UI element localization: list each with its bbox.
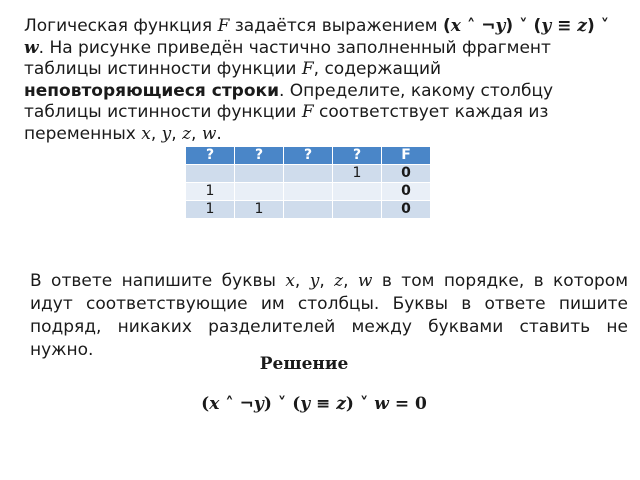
table-cell bbox=[333, 183, 382, 201]
expr-part: ˄ ¬ bbox=[219, 394, 254, 414]
table-cell bbox=[333, 201, 382, 219]
var-y: y bbox=[161, 123, 172, 144]
task-part: задаётся выражением bbox=[229, 16, 444, 36]
solution-title: Решение bbox=[259, 354, 349, 374]
expr-part: ( bbox=[201, 394, 210, 414]
var-x: x bbox=[209, 394, 220, 414]
separator: , bbox=[150, 123, 162, 144]
var-z: z bbox=[336, 394, 346, 414]
separator: , bbox=[171, 123, 183, 144]
var-y: y bbox=[309, 271, 320, 291]
separator: , bbox=[319, 271, 335, 291]
var-y: y bbox=[495, 16, 506, 36]
var-w: w bbox=[201, 123, 217, 144]
table-cell: 1 bbox=[186, 183, 235, 201]
column-header: ? bbox=[186, 147, 235, 165]
task-part: . На рисунке приведён частично заполненный фрагмент таблицы истинности функции bbox=[24, 37, 551, 79]
expr-part: ) bbox=[263, 394, 272, 414]
table-row bbox=[186, 183, 431, 201]
task-part: . Определите, какому столбцу таблицы истинности функции bbox=[24, 80, 554, 122]
expr-part: ) bbox=[345, 394, 354, 414]
table-cell bbox=[235, 183, 284, 201]
expr-part: ) bbox=[505, 16, 514, 36]
table-cell bbox=[284, 183, 333, 201]
column-header: ? bbox=[235, 147, 284, 165]
var-y: y bbox=[253, 394, 264, 414]
column-header: ? bbox=[333, 147, 382, 165]
function-name: F bbox=[217, 16, 230, 36]
task-part: Логическая функция bbox=[24, 16, 218, 36]
truth-table bbox=[185, 146, 431, 219]
var-z: z bbox=[182, 123, 192, 144]
expr-part: ˅ bbox=[594, 16, 610, 36]
expr-part: ˄ ¬ bbox=[460, 16, 496, 36]
expr-part: ˅ ( bbox=[513, 16, 542, 36]
table-cell: 1 bbox=[186, 201, 235, 219]
solution-formula bbox=[0, 394, 628, 414]
table-cell bbox=[284, 201, 333, 219]
table-cell-f: 0 bbox=[382, 165, 431, 183]
separator: , bbox=[191, 123, 202, 144]
expr-part: ≡ bbox=[551, 16, 578, 36]
task-text bbox=[24, 16, 620, 145]
var-x: x bbox=[450, 16, 461, 36]
var-y: y bbox=[541, 16, 552, 36]
var-z: z bbox=[334, 271, 344, 291]
answer-instructions bbox=[30, 270, 628, 362]
table-row bbox=[186, 201, 431, 219]
bold-phrase: неповторяющиеся строки bbox=[24, 80, 279, 101]
table-cell bbox=[284, 165, 333, 183]
table-row bbox=[186, 165, 431, 183]
separator: , bbox=[343, 271, 358, 291]
expr-part: ( bbox=[443, 16, 451, 36]
answer-part: В ответе напишите буквы bbox=[30, 271, 286, 291]
expr-part: ≡ bbox=[310, 394, 337, 414]
expr-result: = 0 bbox=[388, 394, 427, 414]
answer-part: в том порядке, в котором идут соответствующие им столбцы. Буквы в ответе пишите подряд, никаких разделителей между буквами ставить не нужно. bbox=[30, 271, 629, 360]
column-header: ? bbox=[284, 147, 333, 165]
expr-part: ˅ bbox=[353, 394, 375, 414]
table-cell: 1 bbox=[333, 165, 382, 183]
expr-part: ˅ ( bbox=[271, 394, 301, 414]
function-name: F bbox=[301, 59, 314, 79]
separator: , bbox=[294, 271, 310, 291]
task-part: , содержащий bbox=[313, 59, 442, 79]
var-w: w bbox=[24, 37, 39, 58]
var-w: w bbox=[374, 394, 389, 414]
table-cell: 1 bbox=[235, 201, 284, 219]
var-x: x bbox=[285, 271, 295, 291]
table-cell-f: 0 bbox=[382, 183, 431, 201]
var-z: z bbox=[577, 16, 587, 36]
var-y: y bbox=[300, 394, 311, 414]
column-header-f: F bbox=[382, 147, 431, 165]
task-part: соответствует каждая из переменных bbox=[24, 102, 549, 144]
truth-table-header bbox=[186, 147, 431, 165]
var-w: w bbox=[357, 271, 373, 291]
function-name: F bbox=[301, 102, 314, 122]
table-cell bbox=[186, 165, 235, 183]
table-cell-f: 0 bbox=[382, 201, 431, 219]
task-part: . bbox=[216, 123, 222, 144]
expr-part: ) bbox=[586, 16, 595, 36]
table-cell bbox=[235, 165, 284, 183]
var-x: x bbox=[141, 123, 151, 144]
